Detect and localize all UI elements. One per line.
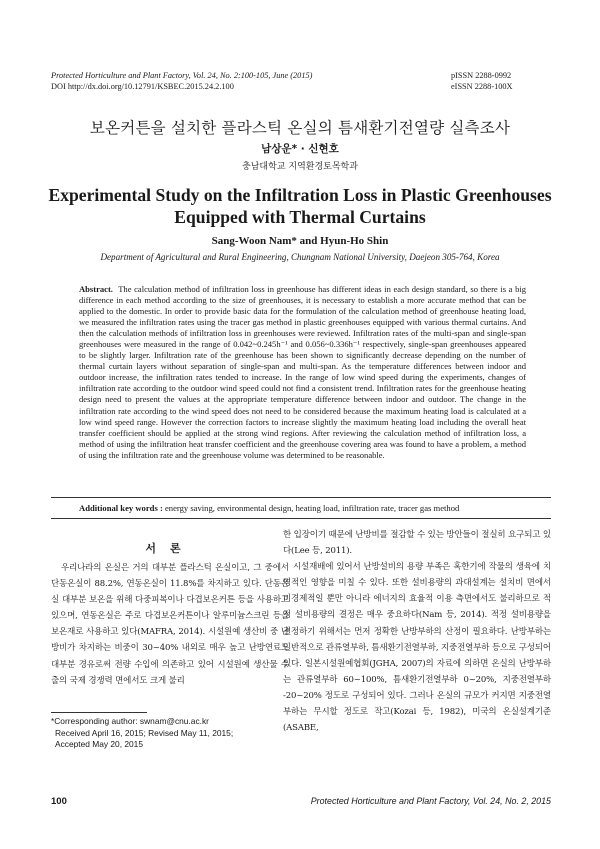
journal-citation: Protected Horticulture and Plant Factory, Vol. 24, No. 2:100-105, June (2015) (51, 71, 313, 80)
english-title-line1: Experimental Study on the Infiltration Loss in Plastic Greenhouses (48, 185, 552, 205)
abstract-text: The calculation method of infiltration loss in greenhouse has different ideas in each design standard, so there is a big difference in each method according to the size of greenhouses, it is necessary to establish a more accurate method that can be applied to the domestic. In order to provide basic data for the formulation of the calculation method of greenhouse heating load, we measured the infiltration rates using the tracer gas method in plastic greenhouses equipped with various thermal curtains. And then the calculation methods of infiltration loss in greenhouses were reviewed. Infiltration rates of the multi-span and single-span greenhouses were measured in the range of 0.042~0.245h⁻¹ and 0.056~0.336h⁻¹ respectively, single-span greenhouses appeared to be slightly larger. Infiltration rate of the greenhouse has been shown to significantly decrease depending on the number of thermal curtain layers without separation of single-span and multi-span. As the temperature differences between indoor and outdoor increase, the infiltration rates tended to increase. In the range of low wind speed during the experiments, changes of infiltration rate according to the outdoor wind speed could not find a consistent trend. Infiltration rates for the greenhouse heating design need to present the values at the appropriate temperature difference between indoor and outdoor. The change in the infiltration rate according to the wind speed does not need to be considered because the maximum heating load is calculated at a low wind speed range. However the correction factors to increase slightly the maximum heating load including the overall heat transfer coefficient should be applied at the strong wind regions. After reviewing the calculation method of infiltration loss, a method of using the infiltration heat transfer coefficient and the greenhouse covering area was found to have a problem, a method of using the infiltration rate and the greenhouse volume was determined to be reasonable. (79, 284, 526, 460)
keywords-text: energy saving, environmental design, heating load, infiltration rate, tracer gas method (162, 503, 460, 513)
abstract-label: Abstract. (79, 284, 113, 294)
running-header-right (411, 70, 551, 92)
english-title (40, 184, 560, 228)
english-authors: Sang-Woon Nam* and Hyun-Ho Shin (211, 235, 389, 247)
section-heading-introduction: 서론 (145, 542, 195, 555)
korean-affiliation: 충남대학교 지역환경토목학과 (242, 162, 358, 172)
keywords (79, 503, 549, 513)
keywords-bottom-rule (51, 518, 551, 519)
corresponding-author: *Corresponding author: swnam@cnu.ac.kr (51, 716, 209, 726)
english-title-line2: Equipped with Thermal Curtains (174, 207, 426, 227)
keywords-label: Additional key words : (79, 503, 163, 513)
intro-paragraph-1: 우리나라의 온실은 거의 대부분 플라스틱 온실이고, 그 중에서 단동온실이 88.2%, 연동온실이 11.8%를 차지하고 있다. 단동온실 대부분 보온을 위해 다중피복이나 다겹보온커튼 등을 사용하고 있으며, 연동온실은 주로 다겹보온커튼이나 알루미늄스크린 등을 보온재로 사용하고 있다(MAFRA, 2014). 시설원예 생산비 중 난방비가 차지하는 비중이 30~40% 내외로 매우 높고 난방연료도 대부분 경유로써 전량 수입에 의존하고 있어 시설원예 생산물 수출의 국제 경쟁력 면에서도 크게 불리 (51, 563, 289, 686)
korean-authors: 남상운* · 신현호 (261, 143, 339, 155)
keywords-top-rule (51, 497, 551, 498)
body-column-left (51, 546, 289, 689)
footnote-rule (51, 712, 147, 713)
abstract (79, 284, 526, 461)
korean-title: 보온커튼을 설치한 플라스틱 온실의 틈새환기전열량 실측조사 (89, 119, 511, 137)
intro-paragraph-1-cont: 한 입장이기 때문에 난방비를 절감할 수 있는 방안들이 절실히 요구되고 있다(Lee 등, 2011). (283, 530, 551, 557)
english-affiliation: Department of Agricultural and Rural Engineering, Chungnam National University, Daejeon 305-764, Korea (100, 252, 500, 262)
footer-journal: Protected Horticulture and Plant Factory, Vol. 24, No. 2, 2015 (310, 796, 551, 806)
running-header-left (51, 70, 411, 92)
pissn: pISSN 2288-0992 (451, 71, 512, 80)
body-column-right (283, 527, 551, 736)
doi[interactable]: DOI http://dx.doi.org/10.12791/KSBEC.2015.24.2.100 (51, 82, 234, 91)
page-number: 100 (51, 796, 67, 807)
accepted-date: Accepted May 20, 2015 (55, 739, 143, 750)
footnote (51, 716, 281, 751)
eissn: eISSN 2288-100X (451, 82, 513, 91)
received-date: Received April 16, 2015; Revised May 11, 2015; (55, 727, 234, 738)
intro-paragraph-2: 시설재배에 있어서 난방설비의 용량 부족은 혹한기에 작물의 생육에 치명적인 영향을 미칠 수 있다. 또한 설비용량의 과대설계는 설치비 면에서 비경제적일 뿐만 아니라 에너지의 효율적 이용 측면에서도 불리하므로 적정 설비용량의 결정은 매우 중요하다(Nam 등, 2014). 적정 설비용량을 결정하기 위해서는 먼저 정확한 난방부하의 산정이 필요하다. 난방부하는 일반적으로 관류열부하, 틈새환기전열부하, 지중전열부하 등으로 구성되어 있다. 일본시설원예협회(JGHA, 2007)의 자료에 의하면 온실의 난방부하는 관류열부하 60~100%, 틈새환기전열부하 0~20%, 지중전열부하 -20~20% 정도로 구성되어 있다. 그러나 온실의 규모가 커지면 지중전열부하는 무시할 정도로 작고(Kozai 등, 1982), 미국의 온실설계기준(ASABE, (283, 562, 551, 734)
